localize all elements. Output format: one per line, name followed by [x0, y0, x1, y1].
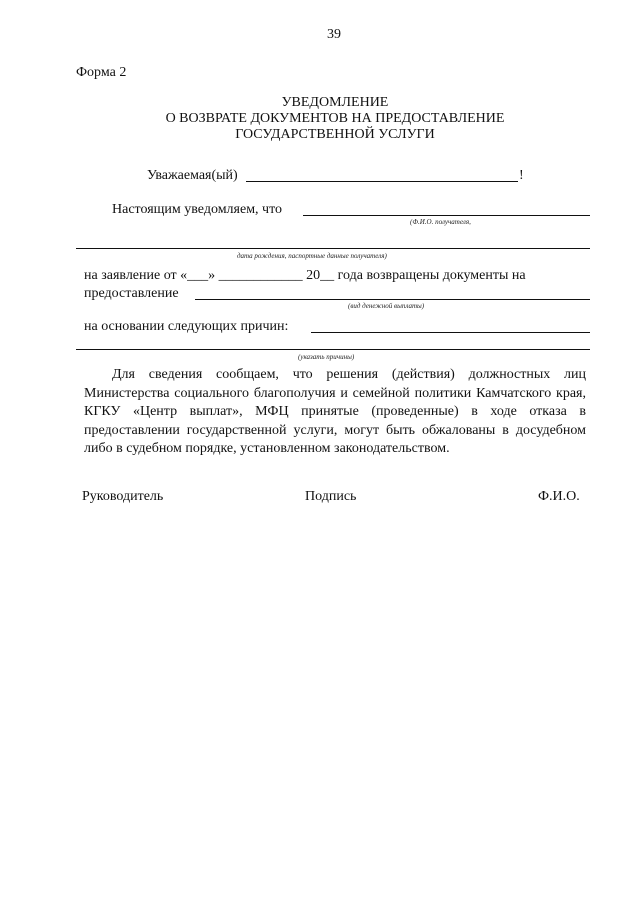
payment-type-line — [195, 299, 590, 300]
form-label: Форма 2 — [76, 65, 127, 80]
application-text-2: предоставление — [84, 286, 179, 301]
payment-type-hint: (вид денежной выплаты) — [348, 302, 425, 310]
signature-fio: Ф.И.О. — [538, 489, 580, 504]
title-line-3: ГОСУДАРСТВЕННОЙ УСЛУГИ — [235, 127, 435, 142]
reasons-label: на основании следующих причин: — [84, 319, 289, 334]
recipient-details-line — [76, 248, 590, 249]
recipient-details-hint: дата рождения, паспортные данные получателя) — [237, 252, 387, 260]
application-text: на заявление от «___» ____________ 20__ года возвращены документы на — [84, 268, 526, 283]
reasons-hint: (указать причины) — [298, 353, 355, 361]
greeting-name-line — [246, 181, 518, 182]
greeting-end-mark: ! — [519, 168, 524, 183]
notify-label: Настоящим уведомляем, что — [112, 202, 283, 217]
title-line-1: УВЕДОМЛЕНИЕ — [281, 95, 389, 110]
title-line-2: О ВОЗВРАТЕ ДОКУМЕНТОВ НА ПРЕДОСТАВЛЕНИЕ — [165, 111, 505, 126]
appeal-paragraph-text: Для сведения сообщаем, что решения (действия) должностных лиц Министерства социального благополучия и семейной политики Камчатского края, КГКУ «Центр выплат», МФЦ принятые (проведенные) в ходе отказа в предоставлении государственной услуги, могут быть обжалованы в досудебном либо в судебном порядке, установленном законодательством. — [84, 367, 586, 456]
greeting-label: Уважаемая(ый) — [147, 168, 238, 183]
recipient-name-hint: (Ф.И.О. получателя, — [410, 218, 471, 226]
reasons-line-1 — [311, 332, 590, 333]
recipient-name-line — [303, 215, 590, 216]
signature-role: Руководитель — [82, 489, 164, 504]
appeal-paragraph — [84, 366, 586, 459]
reasons-line-2 — [76, 349, 590, 350]
document-title — [60, 95, 610, 143]
signature-sign: Подпись — [305, 489, 357, 504]
page-number: 39 — [327, 27, 341, 42]
